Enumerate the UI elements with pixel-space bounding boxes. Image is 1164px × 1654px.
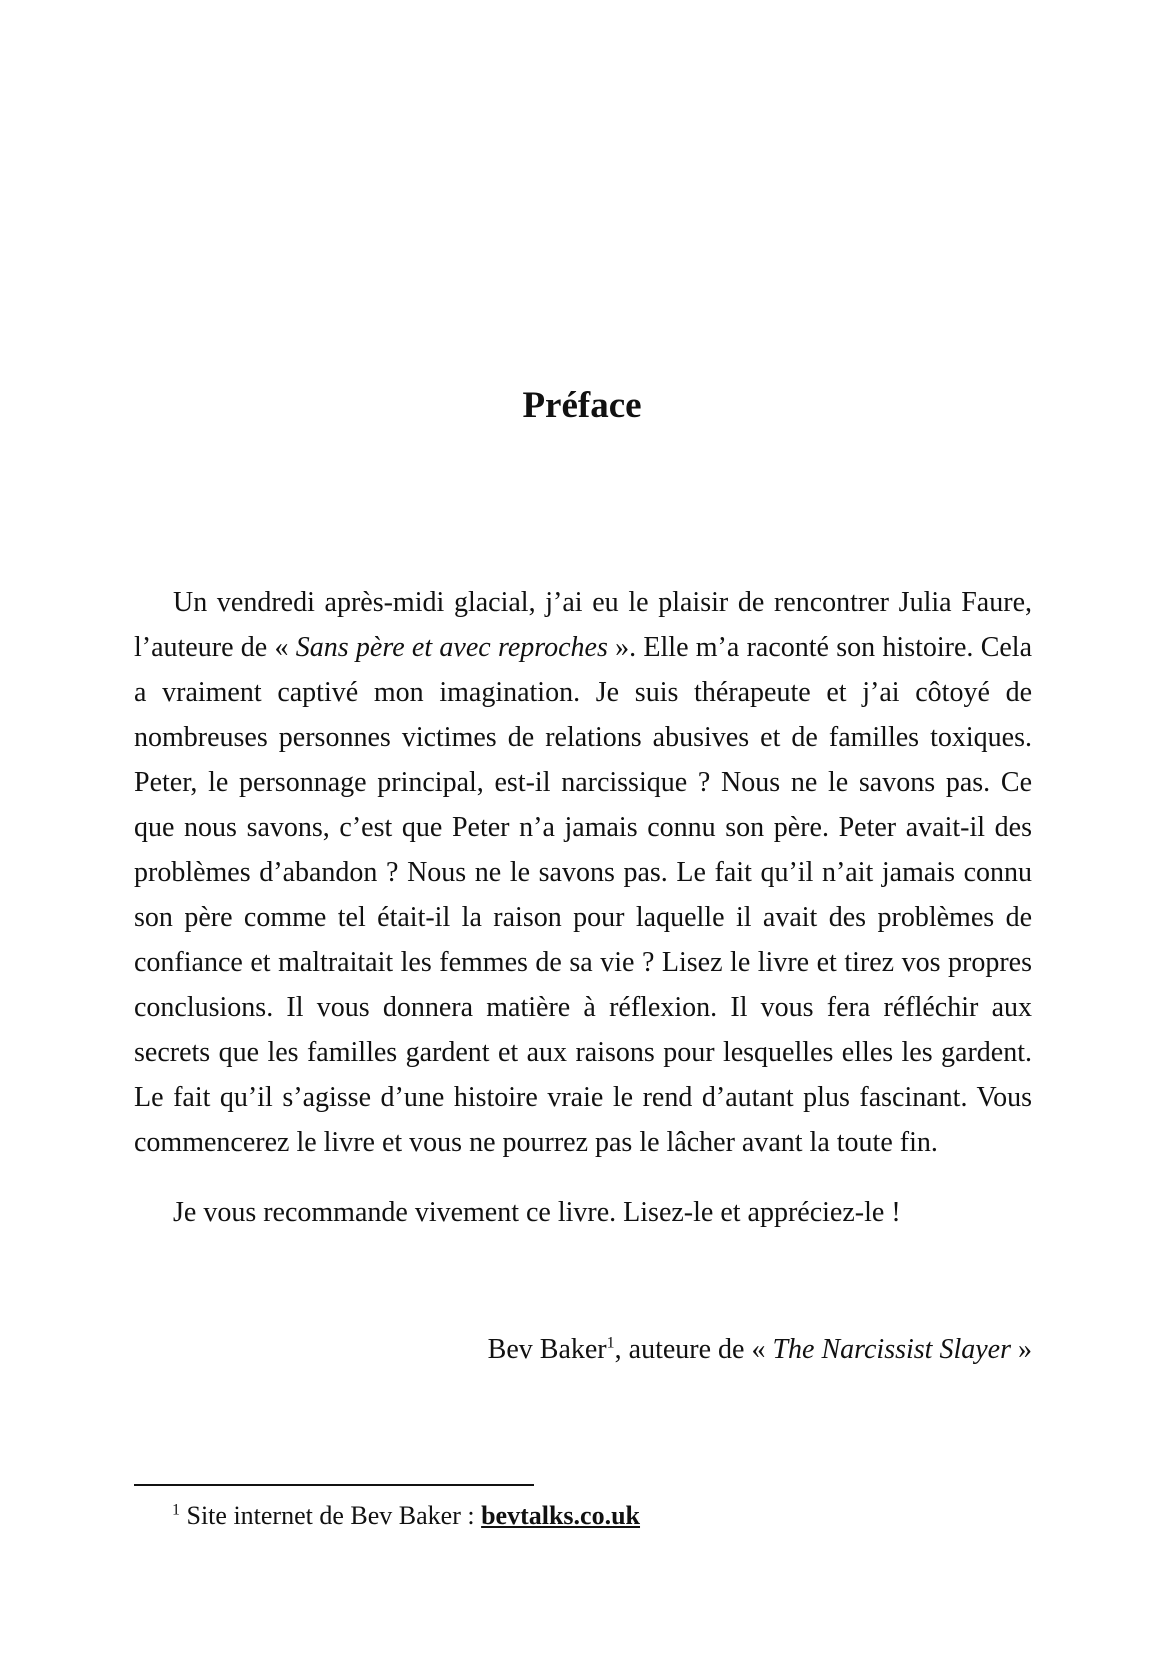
signature-middle: , auteure de «	[614, 1334, 773, 1365]
paragraph-1	[134, 580, 1032, 1165]
website-link[interactable]: bevtalks.co.uk	[481, 1501, 641, 1530]
signature-line	[134, 1330, 1032, 1370]
footnote-number: 1	[172, 1501, 180, 1519]
footnote-text: Site internet de Bev Baker :	[180, 1501, 482, 1530]
book-title-narcissist-slayer: The Narcissist Slayer	[772, 1334, 1011, 1365]
footnote-divider	[134, 1484, 534, 1486]
paragraph-1-rest: ». Elle m’a raconté son histoire. Cela a vraiment captivé mon imagination. Je suis thérapeute et j’ai côtoyé de nombreuses personnes victimes de relations abusives et de familles toxiques. Peter, le personnage principal, est-il narcissique ? Nous ne le savons pas. Ce que nous savons, c’est que Peter n’a jamais connu son père. Peter avait-il des problèmes d’abandon ? Nous ne le savons pas. Le fait qu’il n’ait jamais connu son père comme tel était-il la raison pour laquelle il avait des problèmes de confiance et maltraitait les femmes de sa vie ? Lisez le livre et tirez vos propres conclusions. Il vous donnera matière à réflexion. Il vous fera réfléchir aux secrets que les familles gardent et aux raisons pour lesquelles elles les gardent. Le fait qu’il s’agisse d’une histoire vraie le rend d’autant plus fascinant. Vous commencerez le livre et vous ne pourrez pas le lâcher avant la toute fin.	[134, 632, 1032, 1158]
paragraph-2: Je vous recommande vivement ce livre. Lisez-le et appréciez-le !	[173, 1197, 901, 1228]
signature-end: »	[1011, 1334, 1032, 1365]
page-title: Préface	[522, 385, 642, 426]
signature-author: Bev Baker	[487, 1334, 607, 1365]
paragraph-1-start: Un vendredi après-midi glacial, j’ai eu le plaisir de rencontrer Julia Faure, l’auteure de «	[134, 587, 1032, 663]
preface-body	[134, 580, 1032, 1235]
footnote-reference[interactable]: 1	[606, 1334, 615, 1352]
footnote	[172, 1498, 640, 1534]
book-title-sans-pere: Sans père et avec reproches	[295, 632, 608, 663]
